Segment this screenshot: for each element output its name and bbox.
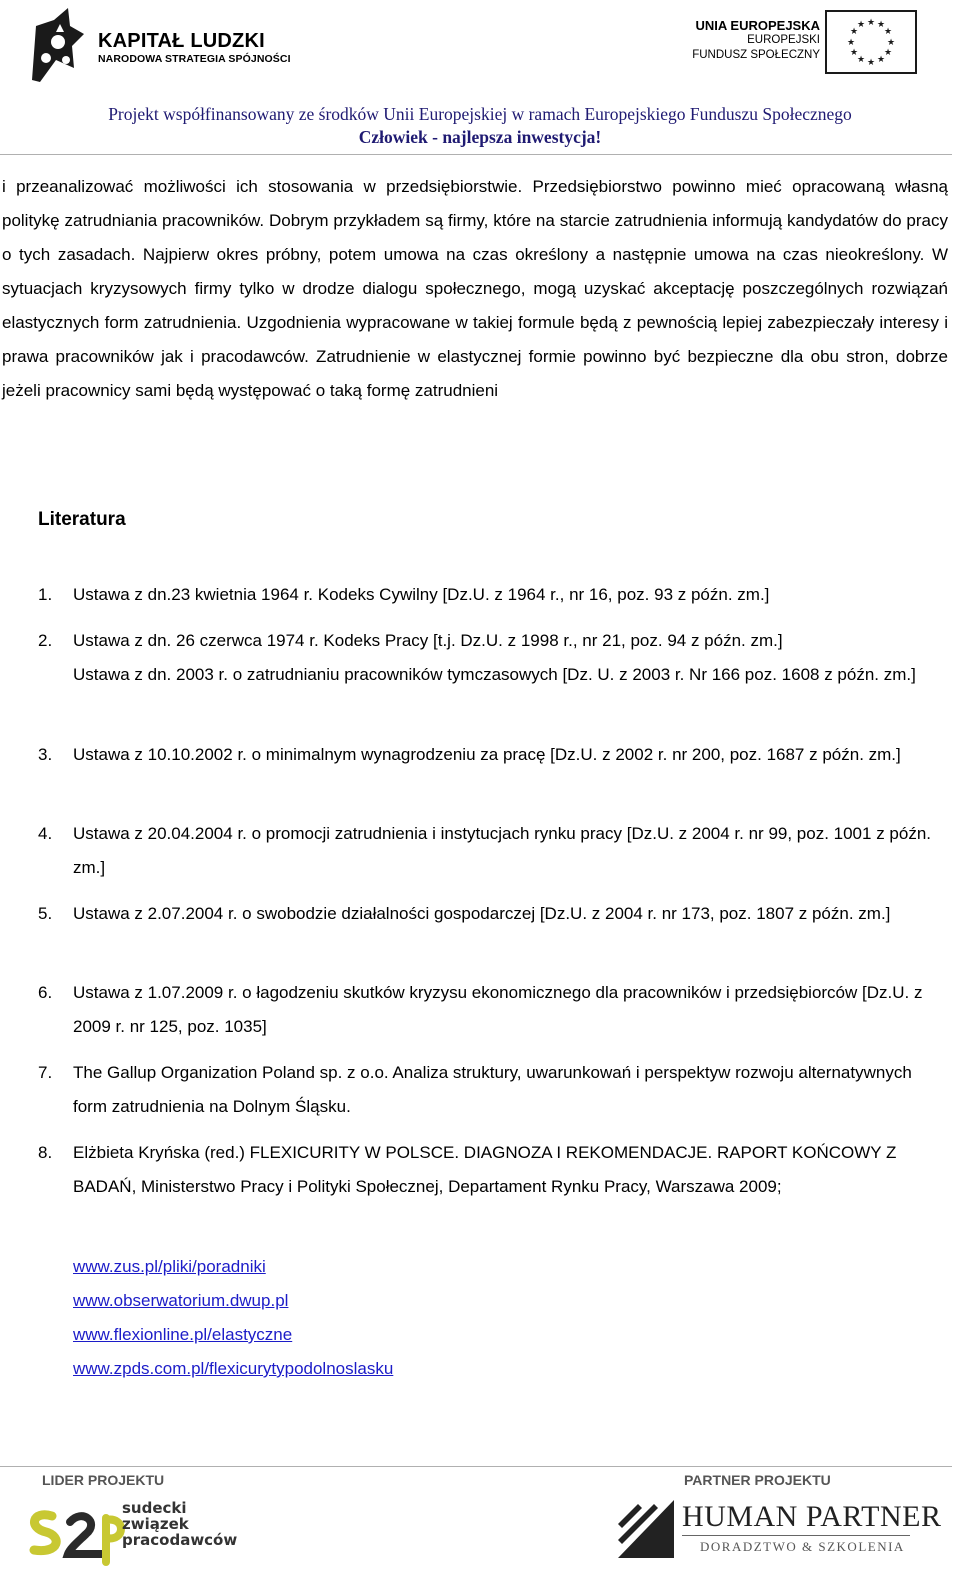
reference-text: Ustawa z 10.10.2002 r. o minimalnym wynagrodzeniu za pracę [Dz.U. z 2002 r. nr 200, poz. 1687 z późn. zm.] (73, 745, 901, 764)
reference-number: 4. (38, 824, 53, 843)
eu-logo-line1: UNIA EUROPEJSKA (695, 18, 820, 33)
header-slogan: Człowiek - najlepsza inwestycja! (358, 127, 602, 147)
partner-name-underline (682, 1535, 910, 1536)
reference-text: Ustawa z dn.23 kwietnia 1964 r. Kodeks Cywilny [Dz.U. z 1964 r., nr 16, poz. 93 z późn. zm.] (73, 585, 770, 604)
svg-text:★: ★ (866, 18, 876, 28)
svg-text:★: ★ (876, 20, 886, 30)
kapital-ludzki-star-icon (28, 6, 88, 86)
svg-text:★: ★ (849, 27, 859, 37)
reference-item (38, 1136, 938, 1204)
eu-logo-text (640, 18, 820, 63)
kapital-ludzki-logo-subtitle: NARODOWA STRATEGIA SPÓJNOŚCI (98, 53, 291, 65)
reference-number: 2. (38, 631, 53, 650)
svg-text:★: ★ (883, 27, 893, 37)
szp-line1: sudecki (122, 1499, 187, 1517)
reference-number: 6. (38, 983, 53, 1002)
svg-text:★: ★ (866, 58, 876, 68)
literature-heading: Literatura (38, 509, 126, 530)
reference-number: 3. (38, 745, 53, 764)
header-divider (0, 154, 952, 155)
reference-item (38, 897, 938, 931)
reference-text: Ustawa z dn. 26 czerwca 1974 r. Kodeks Pracy [t.j. Dz.U. z 1998 r., nr 21, poz. 94 z późn. zm.] (73, 631, 783, 650)
reference-text: Ustawa z dn. 2003 r. o zatrudnianiu pracowników tymczasowych [Dz. U. z 2003 r. Nr 166 poz. 1608 z późn. zm.] (73, 665, 916, 684)
reference-item (38, 1056, 938, 1124)
footer-divider (0, 1466, 952, 1467)
svg-text:★: ★ (849, 48, 859, 58)
link-obserwatorium[interactable]: www.obserwatorium.dwup.pl (73, 1291, 289, 1310)
szp-logo-text (122, 1500, 237, 1548)
link-flexionline[interactable]: www.flexionline.pl/elastyczne (73, 1325, 293, 1344)
reference-item (38, 624, 938, 658)
reference-text: Ustawa z 1.07.2009 r. o łagodzeniu skutków kryzysu ekonomicznego dla pracowników i przedsiębiorców [Dz.U. z 2009 r. nr 125, poz. 1035] (73, 983, 923, 1036)
reference-number: 5. (38, 904, 53, 923)
partner-tagline: DORADZTWO & SZKOLENIA (700, 1539, 905, 1554)
reference-item (38, 976, 938, 1044)
human-partner-logo-icon (618, 1500, 674, 1558)
svg-text:★: ★ (876, 55, 886, 65)
svg-text:★: ★ (846, 38, 856, 48)
eu-logo-line3: FUNDUSZ SPOŁECZNY (692, 49, 820, 61)
reference-item (38, 578, 938, 612)
szp-line2: związek (122, 1515, 189, 1533)
reference-number: 7. (38, 1063, 53, 1082)
eu-flag-icon (825, 10, 917, 74)
partner-name: HUMAN PARTNER (682, 1500, 942, 1533)
szp-line3: pracodawców (122, 1531, 238, 1549)
szp-logo-icon (22, 1498, 126, 1566)
svg-text:★: ★ (856, 55, 866, 65)
svg-text:★: ★ (856, 20, 866, 30)
reference-text: Ustawa z 20.04.2004 r. o promocji zatrudnienia i instytucjach rynku pracy [Dz.U. z 2004 r. nr 99, poz. 1001 z późn. zm.] (73, 824, 932, 877)
reference-text: Ustawa z 2.07.2004 r. o swobodzie działalności gospodarczej [Dz.U. z 2004 r. nr 173, poz. 1807 z późn. zm.] (73, 904, 891, 923)
partner-label: PARTNER PROJEKTU (684, 1472, 831, 1488)
reference-number: 1. (38, 585, 53, 604)
lider-label: LIDER PROJEKTU (42, 1472, 165, 1488)
link-zus[interactable]: www.zus.pl/pliki/poradniki (73, 1257, 266, 1276)
link-zpds[interactable]: www.zpds.com.pl/flexicurytypodolnoslasku (73, 1359, 394, 1378)
reference-item (38, 658, 938, 692)
reference-item (38, 738, 938, 772)
reference-text: Elżbieta Kryńska (red.) FLEXICURITY W POLSCE. DIAGNOZA I REKOMENDACJE. RAPORT KOŃCOWY Z BADAŃ, Ministerstwo Pracy i Polityki Społecznej, Departament Rynku Pracy, Warszawa 2009; (73, 1143, 897, 1196)
reference-number: 8. (38, 1143, 53, 1162)
svg-text:★: ★ (886, 38, 896, 48)
reference-item (38, 817, 938, 885)
reference-text: The Gallup Organization Poland sp. z o.o. Analiza struktury, uwarunkowań i perspektyw rozwoju alternatywnych form zatrudnienia na Dolnym Śląsku. (73, 1063, 912, 1116)
body-paragraph: i przeanalizować możliwości ich stosowania w przedsiębiorstwie. Przedsiębiorstwo powinno mieć opracowaną własną politykę zatrudniania pracowników. Dobrym przykładem są firmy, które na starcie zatrudnienia informują kandydatów do pracy o tych zasadach. Najpierw okres próbny, potem umowa na czas określony a następnie umowa na czas nieokreślony. W sytuacjach kryzysowych firmy tylko w drodze dialogu społecznego, mogą uzyskać akceptację poszczególnych rozwiązań elastycznych form zatrudnienia. Uzgodnienia wypracowane w takiej formule będą z pewnością lepiej zabezpieczały interesy i prawa pracowników jak i pracodawców. Zatrudnienie w elastycznej formie powinno być bezpieczne dla obu stron, dobrze jeżeli pracownicy sami będą występować o taką formę zatrudnieni (2, 177, 948, 400)
header-cofinancing-line: Projekt współfinansowany ze środków Unii Europejskiej w ramach Europejskiego Funduszu Społecznego (108, 104, 852, 124)
svg-text:★: ★ (883, 48, 893, 58)
eu-logo-line2: EUROPEJSKI (747, 34, 820, 46)
kapital-ludzki-logo-title: KAPITAŁ LUDZKI (98, 30, 265, 52)
